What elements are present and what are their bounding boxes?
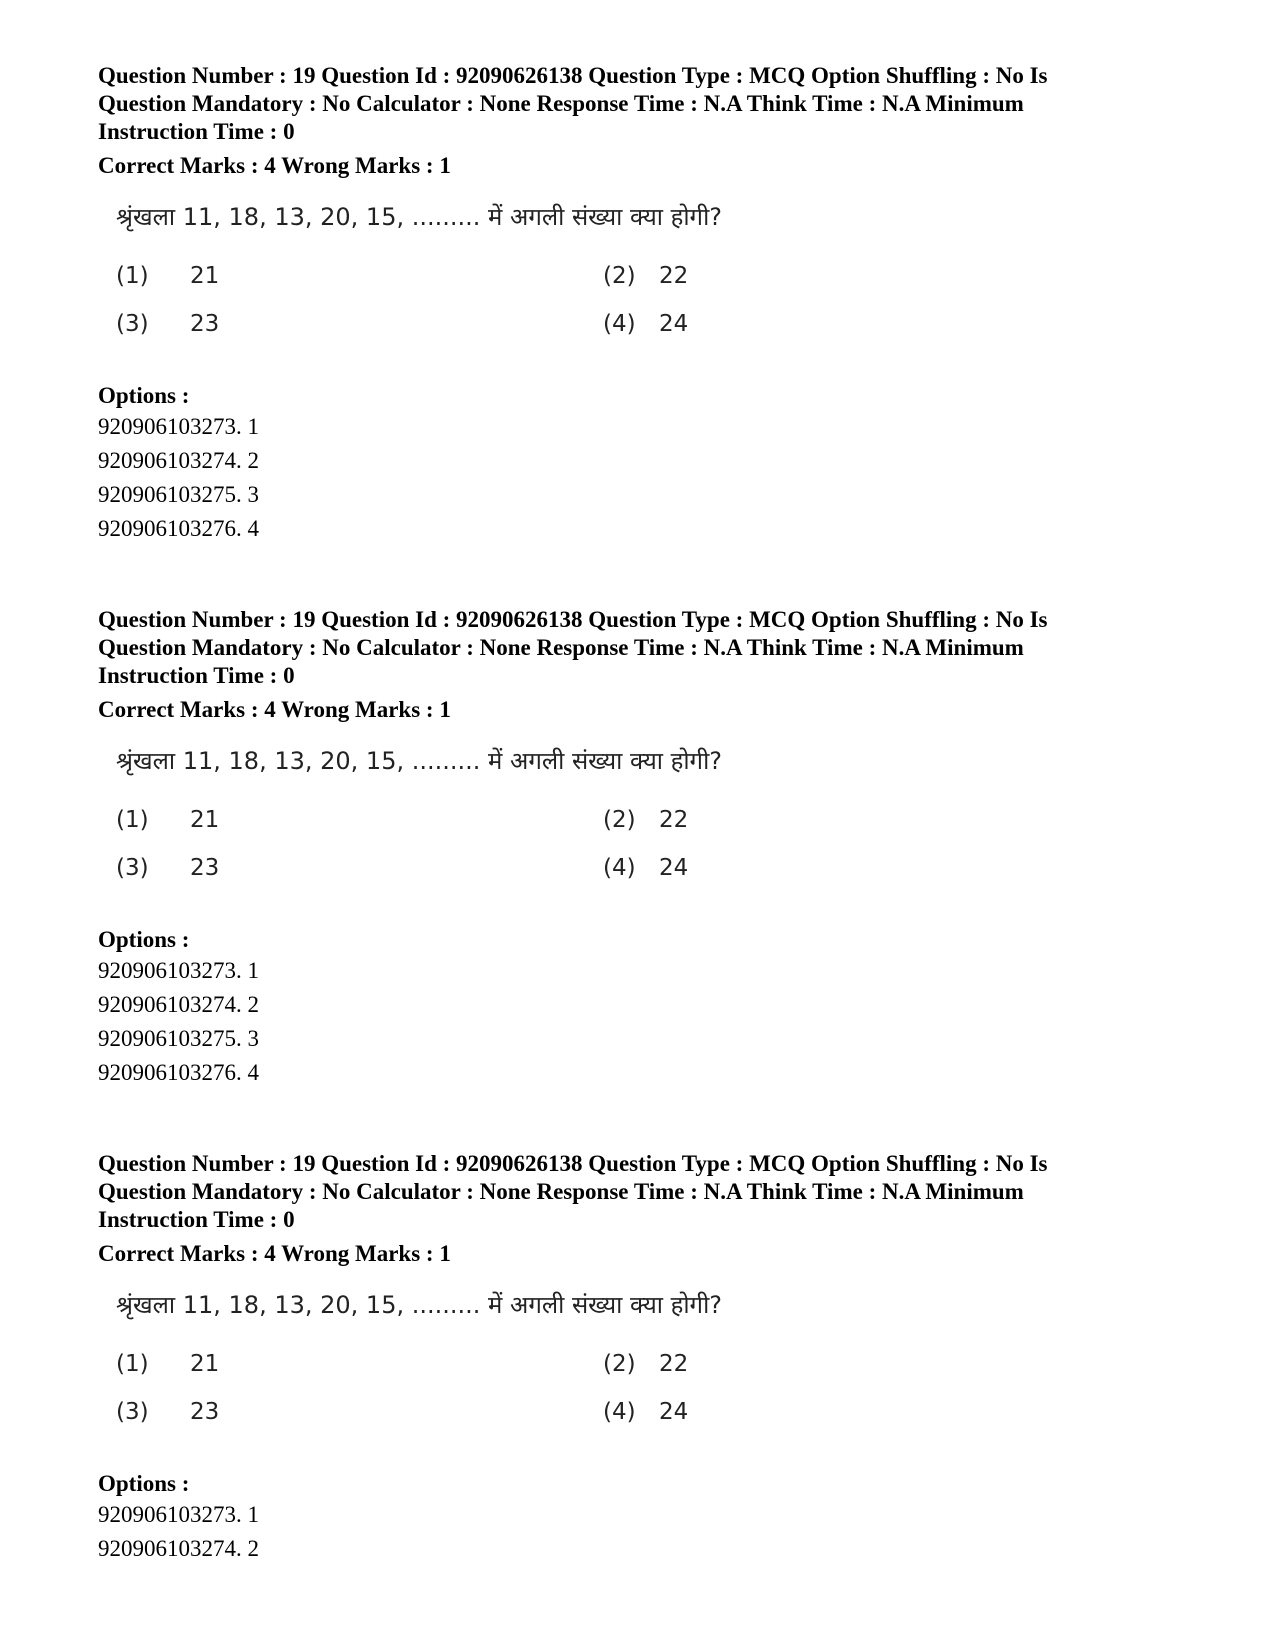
choice-value: 21 — [190, 1351, 220, 1377]
choice-4 — [603, 854, 688, 882]
choice-value: 24 — [659, 311, 689, 337]
choice-value: 22 — [659, 807, 689, 833]
choice-number: (1) — [116, 1351, 149, 1377]
question-block — [98, 62, 1198, 546]
choice-3 — [116, 1398, 219, 1426]
choice-number: (4) — [603, 1399, 636, 1425]
choice-value: 24 — [659, 1399, 689, 1425]
choice-number: (2) — [603, 1351, 636, 1377]
option-id-line: 920906103273. 1 — [98, 1502, 259, 1527]
choice-number: (2) — [603, 807, 636, 833]
choice-value: 22 — [659, 1351, 689, 1377]
options-label: Options : — [98, 383, 190, 408]
question-meta-line: Question Mandatory : No Calculator : None Response Time : N.A Think Time : N.A Minimum — [98, 1179, 1024, 1204]
choice-value: 21 — [190, 263, 220, 289]
marks-line: Correct Marks : 4 Wrong Marks : 1 — [98, 697, 451, 722]
choice-3 — [116, 854, 219, 882]
option-id-line: 920906103274. 2 — [98, 1536, 259, 1561]
question-meta-line: Question Mandatory : No Calculator : None Response Time : N.A Think Time : N.A Minimum — [98, 635, 1024, 660]
choice-value: 24 — [659, 855, 689, 881]
question-content — [116, 1290, 723, 1440]
question-text: श्रृंखला 11, 18, 13, 20, 15, ......... में अगली संख्या क्या होगी? — [116, 747, 723, 775]
question-block — [98, 1150, 1198, 1566]
option-id-line: 920906103274. 2 — [98, 448, 259, 473]
marks-line: Correct Marks : 4 Wrong Marks : 1 — [98, 1241, 451, 1266]
choice-value: 23 — [190, 855, 220, 881]
choice-2 — [603, 806, 688, 834]
choice-number: (3) — [116, 1399, 149, 1425]
question-content — [116, 202, 723, 352]
choice-3 — [116, 310, 219, 338]
choice-value: 23 — [190, 311, 220, 337]
choice-1 — [116, 1350, 219, 1378]
question-text: श्रृंखला 11, 18, 13, 20, 15, ......... में अगली संख्या क्या होगी? — [116, 1291, 723, 1319]
choice-2 — [603, 262, 688, 290]
question-meta-line: Question Number : 19 Question Id : 92090626138 Question Type : MCQ Option Shuffling : No Is — [98, 1151, 1048, 1176]
question-content — [116, 746, 723, 896]
option-id-line: 920906103275. 3 — [98, 482, 259, 507]
choice-1 — [116, 262, 219, 290]
question-meta-line: Instruction Time : 0 — [98, 119, 295, 144]
choice-4 — [603, 1398, 688, 1426]
choice-1 — [116, 806, 219, 834]
choice-value: 22 — [659, 263, 689, 289]
option-id-line: 920906103276. 4 — [98, 1060, 259, 1085]
choice-number: (3) — [116, 855, 149, 881]
question-block — [98, 606, 1198, 1090]
option-id-line: 920906103273. 1 — [98, 414, 259, 439]
options-label: Options : — [98, 1471, 190, 1496]
question-meta-line: Question Mandatory : No Calculator : None Response Time : N.A Think Time : N.A Minimum — [98, 91, 1024, 116]
choice-4 — [603, 310, 688, 338]
option-id-line: 920906103274. 2 — [98, 992, 259, 1017]
option-id-line: 920906103276. 4 — [98, 516, 259, 541]
choice-number: (3) — [116, 311, 149, 337]
choice-value: 21 — [190, 807, 220, 833]
choice-value: 23 — [190, 1399, 220, 1425]
option-id-line: 920906103275. 3 — [98, 1026, 259, 1051]
marks-line: Correct Marks : 4 Wrong Marks : 1 — [98, 153, 451, 178]
question-text: श्रृंखला 11, 18, 13, 20, 15, ......... में अगली संख्या क्या होगी? — [116, 203, 723, 231]
choice-number: (1) — [116, 807, 149, 833]
choice-2 — [603, 1350, 688, 1378]
question-meta-line: Instruction Time : 0 — [98, 663, 295, 688]
option-id-line: 920906103273. 1 — [98, 958, 259, 983]
options-label: Options : — [98, 927, 190, 952]
choice-number: (4) — [603, 855, 636, 881]
question-meta-line: Question Number : 19 Question Id : 92090626138 Question Type : MCQ Option Shuffling : No Is — [98, 63, 1048, 88]
question-meta-line: Instruction Time : 0 — [98, 1207, 295, 1232]
choice-number: (4) — [603, 311, 636, 337]
choice-number: (1) — [116, 263, 149, 289]
question-meta-line: Question Number : 19 Question Id : 92090626138 Question Type : MCQ Option Shuffling : No Is — [98, 607, 1048, 632]
choice-number: (2) — [603, 263, 636, 289]
